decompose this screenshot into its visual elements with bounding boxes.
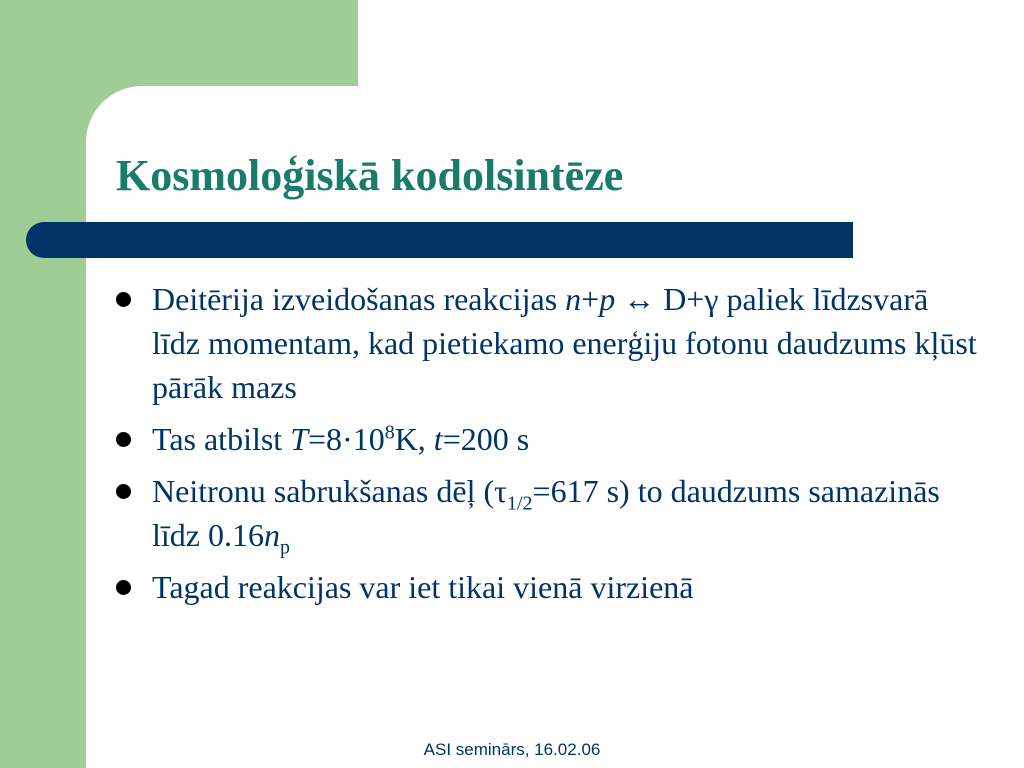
- bullet-dot-icon: [116, 484, 131, 499]
- bullet-item: Tagad reakcijas var iet tikai vienā virzienā: [114, 565, 984, 609]
- bullet-dot-icon: [116, 580, 131, 595]
- slide-title: Kosmoloģiskā kodolsintēze: [116, 151, 624, 200]
- bullet-dot-icon: [116, 292, 131, 307]
- bullet-item: Neitronu sabrukšanas dēļ ($\tau_{1/2}=617$ s) to daudzums samazinās līdz $0.16n_p$: [114, 469, 984, 557]
- bullet-item: Deitērija izveidošanas reakcijas n+p ↔ D+γ paliek līdzsvarā līdz momentam, kad pietiekamo enerģiju fotonu daudzums kļūst pārāk mazs: [114, 277, 984, 409]
- left-green-strip: [0, 0, 86, 768]
- slide-footer: ASI seminārs, 16.02.06: [423, 740, 601, 759]
- title-underline-bar: [26, 222, 853, 258]
- bullet-dot-icon: [116, 432, 131, 447]
- double-arrow-symbol: ↔: [615, 281, 664, 317]
- bullet-item: Tas atbilst $T=8\cdot 10^8K$, t=200 s: [114, 417, 984, 461]
- bullet-list: [114, 277, 984, 617]
